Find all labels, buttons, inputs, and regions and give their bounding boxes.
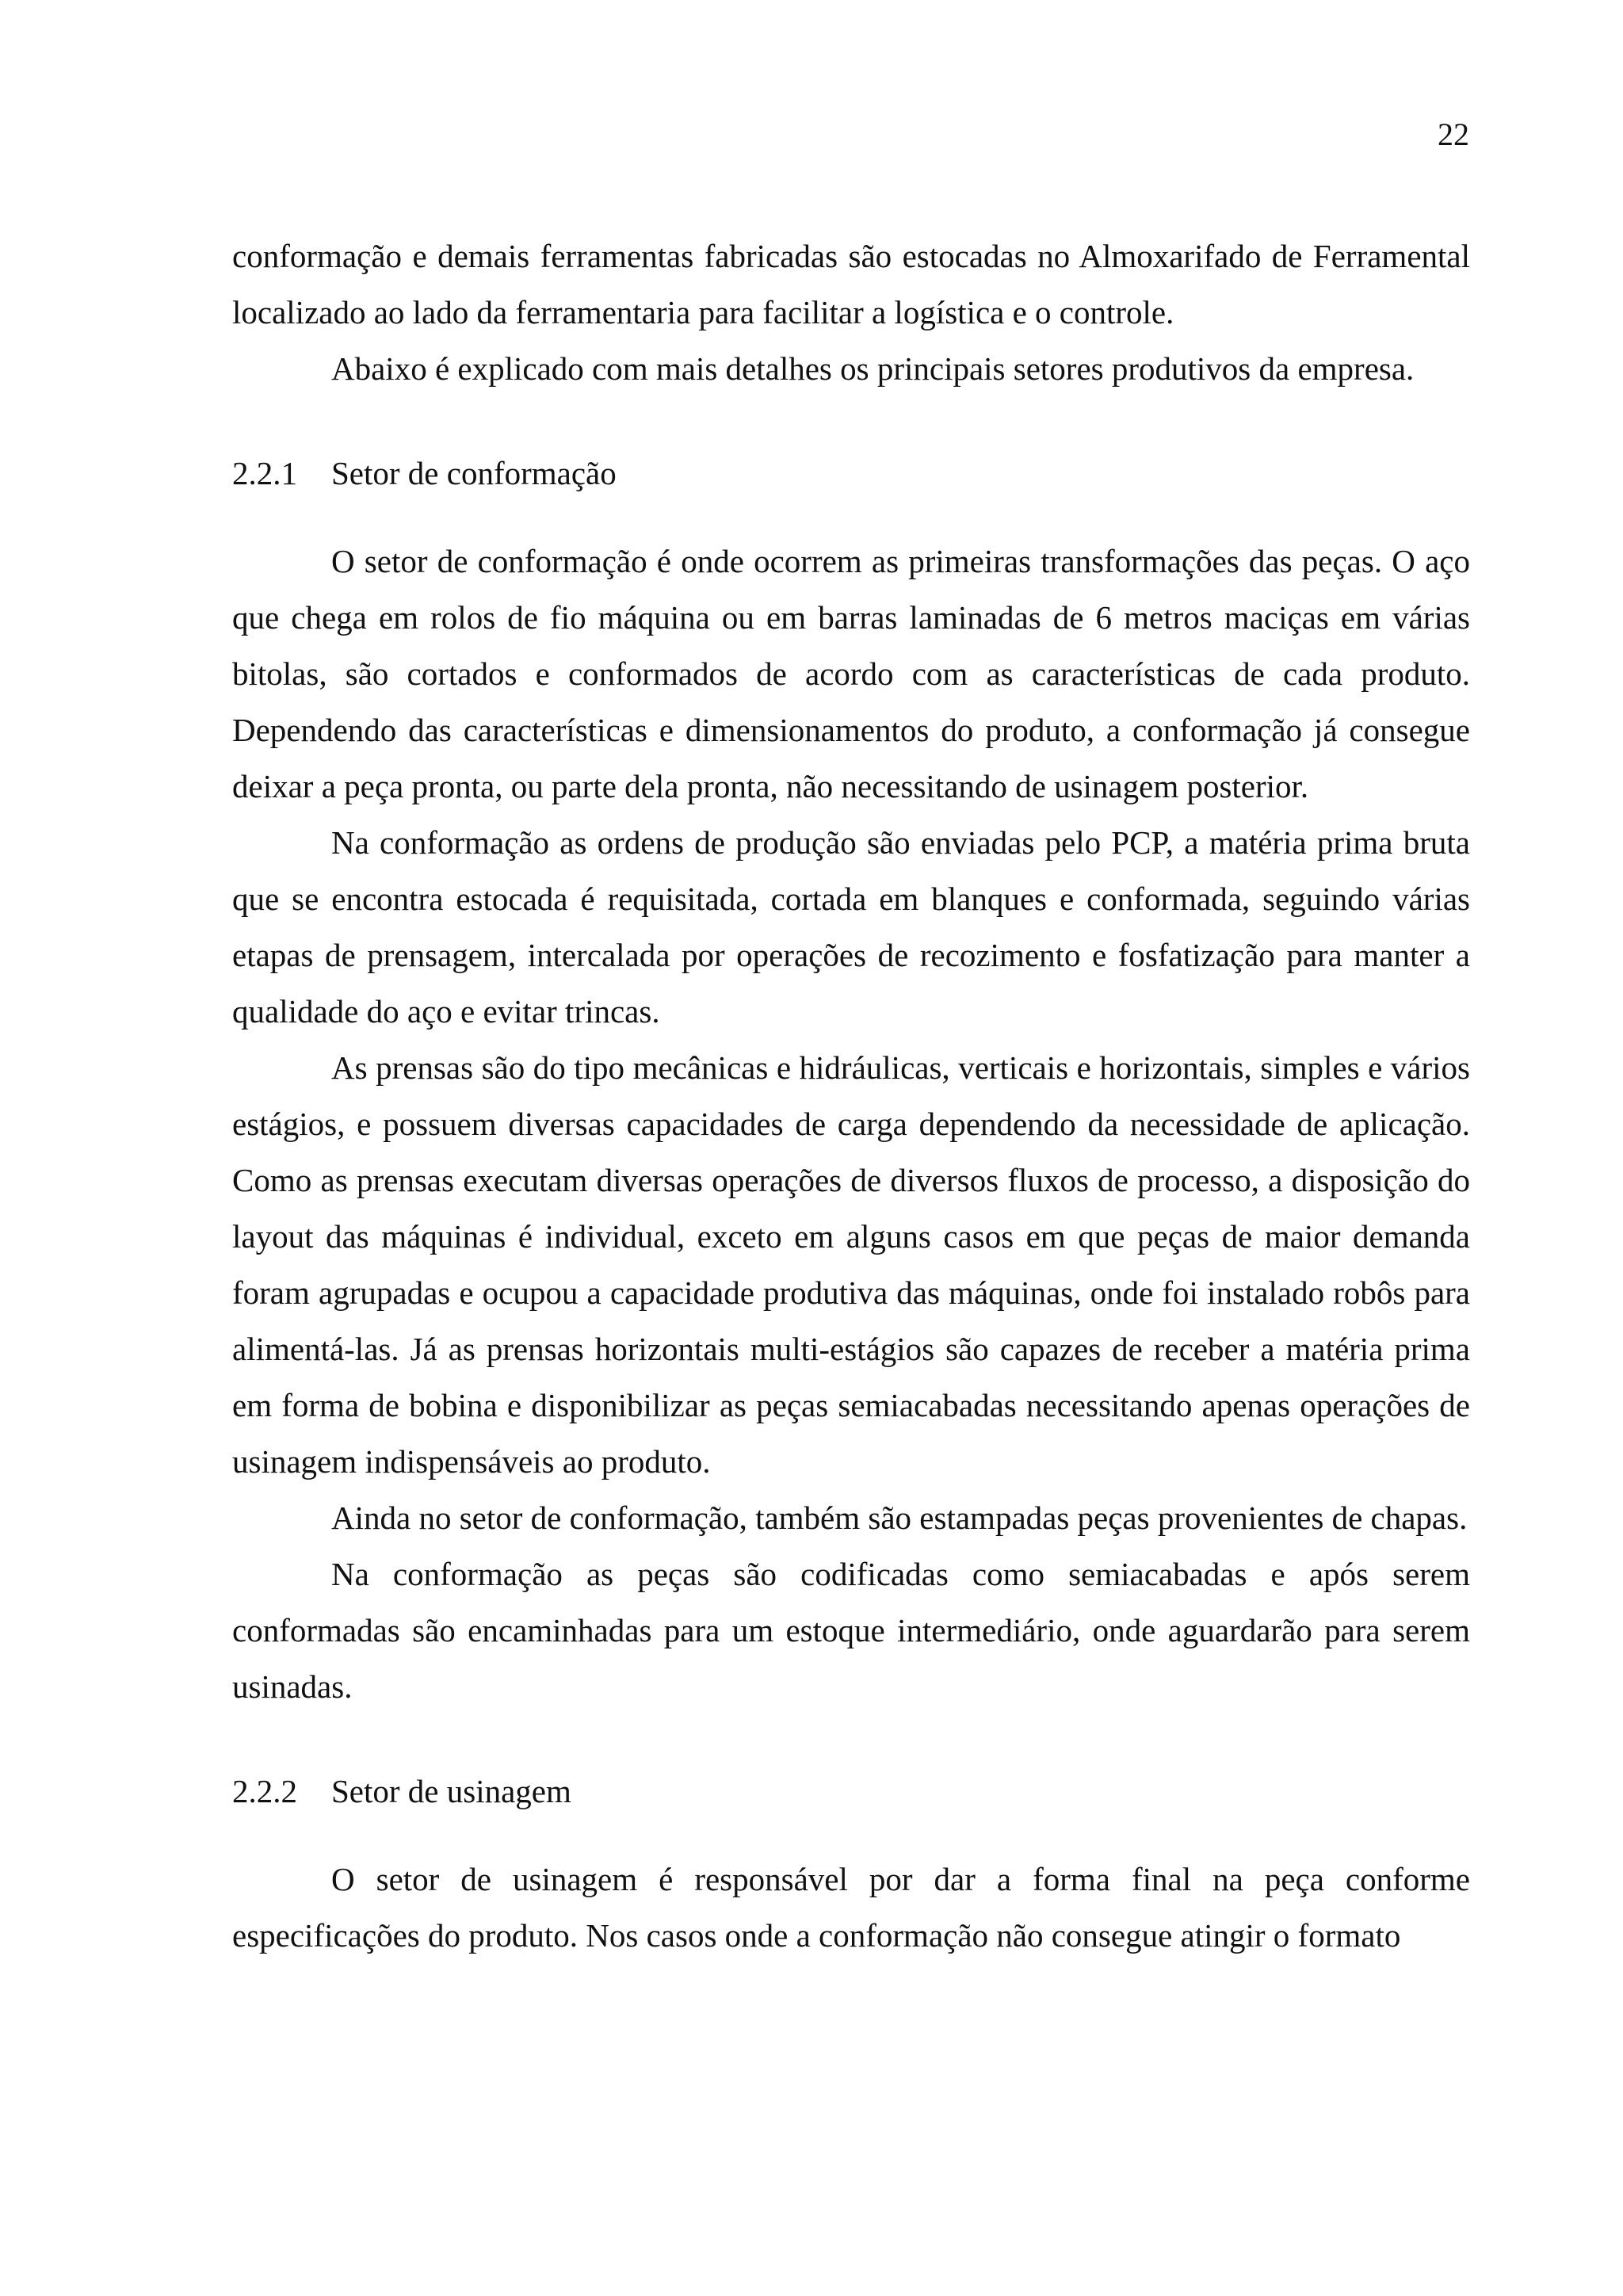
section-spacer <box>232 1820 1470 1851</box>
section-title: Setor de usinagem <box>331 1773 571 1809</box>
section-heading-2-2-2 <box>232 1763 1470 1820</box>
paragraph: conformação e demais ferramentas fabricadas são estocadas no Almoxarifado de Ferramental localizado ao lado da ferramentaria para facilitar a logística e o controle. <box>232 238 1470 330</box>
section-spacer <box>232 397 1470 445</box>
body-text <box>232 228 1470 1964</box>
section-spacer <box>232 502 1470 533</box>
section-spacer <box>232 1715 1470 1763</box>
section-heading-2-2-1 <box>232 445 1470 502</box>
paragraph: O setor de usinagem é responsável por dar a forma final na peça conforme especificações do produto. Nos casos onde a conformação não consegue atingir o formato <box>232 1861 1470 1954</box>
paragraph: Na conformação as ordens de produção são enviadas pelo PCP, a matéria prima bruta que se encontra estocada é requisitada, cortada em blanques e conformada, seguindo várias etapas de prensagem, intercalada por operações de recozimento e fosfatização para manter a qualidade do aço e evitar trincas. <box>232 824 1470 1030</box>
paragraph: Abaixo é explicado com mais detalhes os principais setores produtivos da empresa. <box>331 350 1415 387</box>
paragraph: Na conformação as peças são codificadas como semiacabadas e após serem conformadas são encaminhadas para um estoque intermediário, onde aguardarão para serem usinadas. <box>232 1556 1470 1705</box>
paragraph: As prensas são do tipo mecânicas e hidráulicas, verticais e horizontais, simples e vários estágios, e possuem diversas capacidades de carga dependendo da necessidade de aplicação. Como as prensas executam diversas operações de diversos fluxos de processo, a disposição do layout das máquinas é individual, exceto em alguns casos em que peças de maior demanda foram agrupadas e ocupou a capacidade produtiva das máquinas, onde foi instalado robôs para alimentá-las. Já as prensas horizontais multi-estágios são capazes de receber a matéria prima em forma de bobina e disponibilizar as peças semiacabadas necessitando apenas operações de usinagem indispensáveis ao produto. <box>232 1049 1470 1480</box>
page-number: 22 <box>1438 117 1469 152</box>
paragraph: O setor de conformação é onde ocorrem as primeiras transformações das peças. O aço que chega em rolos de fio máquina ou em barras laminadas de 6 metros maciças em várias bitolas, são cortados e conformados de acordo com as características de cada produto. Dependendo das características e dimensionamentos do produto, a conformação já consegue deixar a peça pronta, ou parte dela pronta, não necessitando de usinagem posterior. <box>232 543 1470 804</box>
section-number: 2.2.1 <box>232 455 297 491</box>
section-number: 2.2.2 <box>232 1773 297 1809</box>
paragraph: Ainda no setor de conformação, também são estampadas peças provenientes de chapas. <box>331 1499 1468 1536</box>
section-title: Setor de conformação <box>331 455 617 491</box>
